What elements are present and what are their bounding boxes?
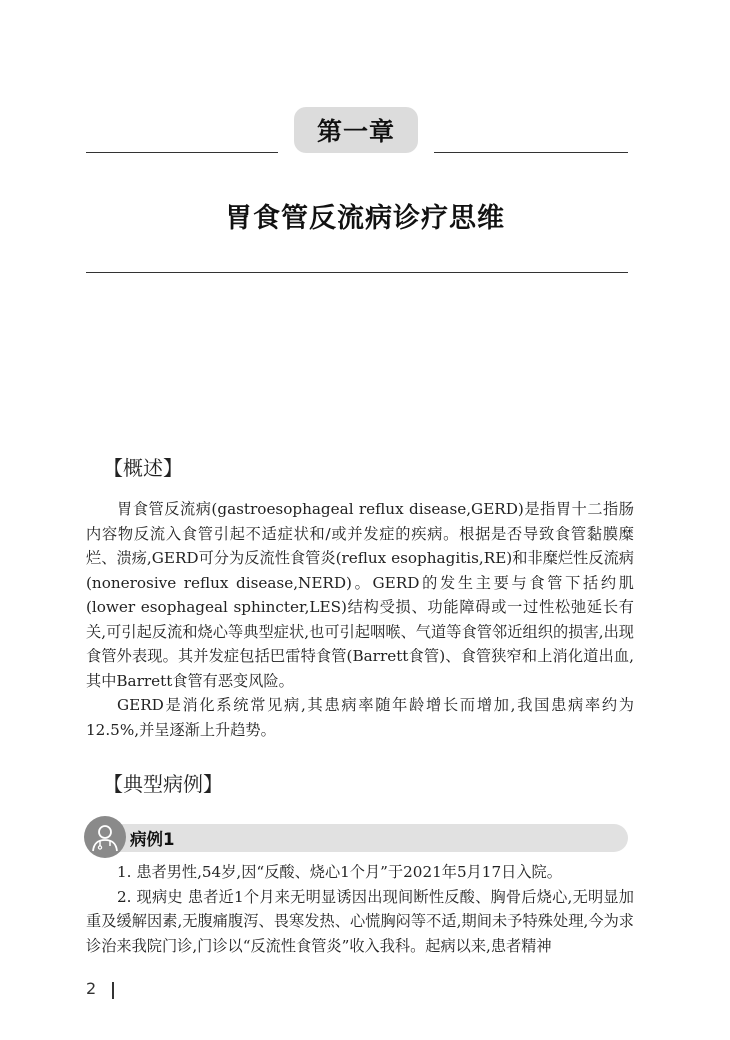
case-title: 病例1 [130,830,175,849]
case-body [86,860,634,958]
overview-paragraph: 胃食管反流病(gastroesophageal reflux disease,GERD)是指胃十二指肠内容物反流入食管引起不适症状和/或并发症的疾病。根据是否导致食管黏膜糜烂、溃疡,GERD可分为反流性食管炎(reflux esophagitis,RE)和非糜烂性反流病(nonerosive reflux disease,NERD)。GERD的发生主要与食管下括约肌(lower esophageal sphincter,LES)结构受损、功能障碍或一过性松弛延长有关,可引起反流和烧心等典型症状,也可引起咽喉、气道等食管邻近组织的损害,出现食管外表现。其并发症包括巴雷特食管(Barrett食管)、食管狭窄和上消化道出血,其中Barrett食管有恶变风险。 [86,500,634,690]
case-paragraph: 1. 患者男性,54岁,因“反酸、烧心1个月”于2021年5月17日入院。 [117,863,562,881]
page-number-divider [112,982,114,999]
title-rule [86,272,628,273]
overview-heading: 【概述】 [103,456,183,480]
overview-body [86,497,634,742]
chapter-title: 胃食管反流病诊疗思维 [225,203,505,234]
chapter-rule-right [434,152,628,153]
page-number: 2 [86,979,97,998]
doctor-avatar-icon [84,816,126,858]
case-paragraph: 2. 现病史 患者近1个月来无明显诱因出现间断性反酸、胸骨后烧心,无明显加重及缓解因素,无腹痛腹泻、畏寒发热、心慌胸闷等不适,期间未予特殊处理,今为求诊治来我院门诊,门诊以“反流性食管炎”收入我科。起病以来,患者精神 [86,887,634,955]
chapter-rule-left [86,152,278,153]
chapter-label: 第一章 [294,107,418,153]
cases-heading: 【典型病例】 [103,772,223,796]
overview-paragraph: GERD是消化系统常见病,其患病率随年龄增长而增加,我国患病率约为12.5%,并呈逐渐上升趋势。 [86,696,634,739]
case-title-bar [116,824,628,852]
